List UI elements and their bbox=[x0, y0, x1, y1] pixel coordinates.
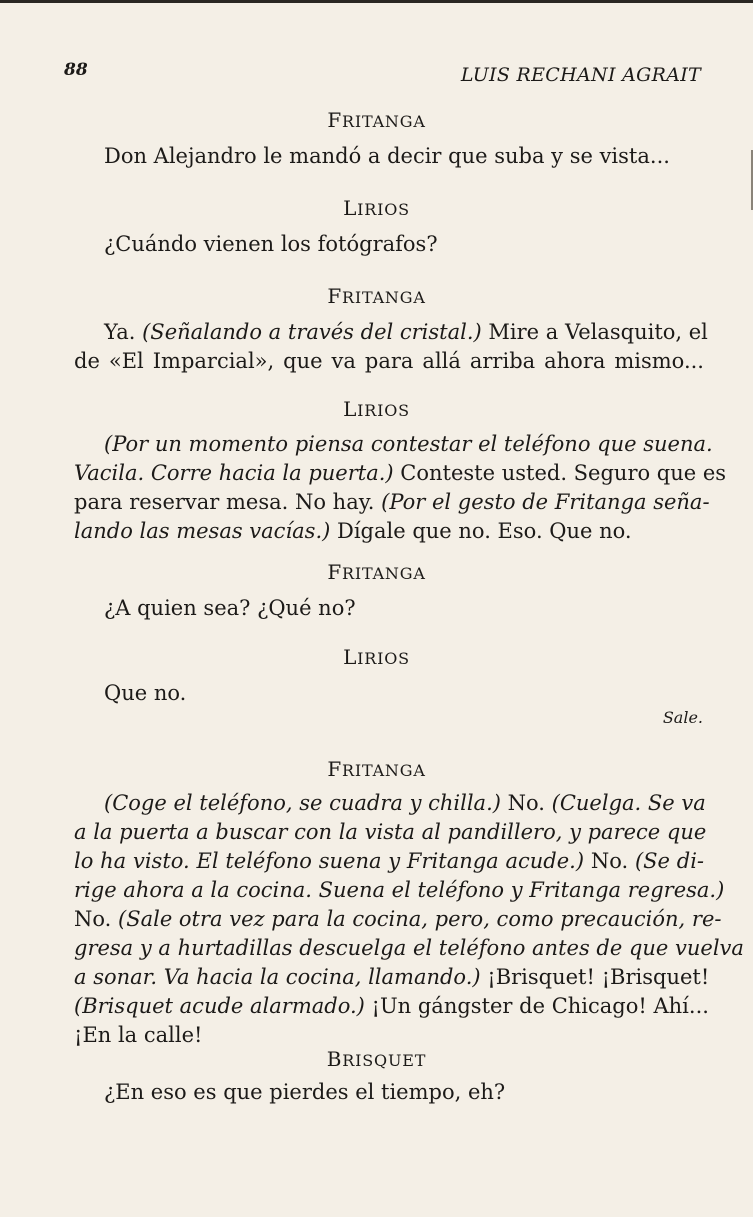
dialogue-line: lo ha visto. El teléfono suena y Fritanga acude.) No. (Se di- bbox=[74, 849, 705, 873]
top-edge-rule bbox=[0, 0, 753, 3]
dialogue-line: (Brisquet acude alarmado.) ¡Un gángster de Chicago! Ahí... bbox=[74, 994, 709, 1018]
dialogue-line: ¿Cuándo vienen los fotógrafos? bbox=[104, 232, 438, 256]
dialogue-line: lando las mesas vacías.) Dígale que no. Eso. Que no. bbox=[74, 519, 632, 543]
stage-direction-exit: Sale. bbox=[662, 708, 703, 727]
dialogue-line: Don Alejandro le mandó a decir que suba y se vista... bbox=[104, 144, 670, 168]
speaker-lirios: LIRIOS bbox=[343, 196, 410, 220]
speaker-fritanga: FRITANGA bbox=[327, 108, 426, 132]
dialogue-line: ¿A quien sea? ¿Qué no? bbox=[104, 596, 356, 620]
dialogue-line: para reservar mesa. No hay. (Por el gesto de Fritanga seña- bbox=[74, 490, 710, 514]
stage-direction: (Señalando a través del cristal.) bbox=[142, 320, 482, 344]
speaker-fritanga: FRITANGA bbox=[327, 560, 426, 584]
stage-direction: a la puerta a buscar con la vista al pandillero, y parece que bbox=[74, 820, 707, 844]
stage-direction: rige ahora a la cocina. Suena el teléfono y Fritanga regresa.) bbox=[74, 878, 725, 902]
dialogue-line: ¿En eso es que pierdes el tiempo, eh? bbox=[104, 1080, 506, 1104]
speaker-fritanga: FRITANGA bbox=[327, 757, 426, 781]
speaker-lirios: LIRIOS bbox=[343, 645, 410, 669]
page-number: 88 bbox=[64, 60, 88, 80]
stage-direction: gresa y a hurtadillas descuelga el teléfono antes de que vuelva bbox=[74, 936, 744, 960]
dialogue-line: No. (Sale otra vez para la cocina, pero, como precaución, re- bbox=[74, 907, 722, 931]
dialogue-line: Ya. (Señalando a través del cristal.) Mire a Velasquito, el bbox=[104, 320, 708, 344]
dialogue-line: Que no. bbox=[104, 681, 187, 705]
stage-direction: (Por un momento piensa contestar el teléfono que suena. bbox=[104, 432, 713, 456]
running-head: LUIS RECHANI AGRAIT bbox=[460, 64, 701, 86]
dialogue-line: ¡En la calle! bbox=[74, 1023, 203, 1047]
dialogue-line: de «El Imparcial», que va para allá arriba ahora mismo... bbox=[74, 349, 704, 373]
dialogue-line: Vacila. Corre hacia la puerta.) Conteste usted. Seguro que es bbox=[74, 461, 727, 485]
dialogue-line: a sonar. Va hacia la cocina, llamando.) ¡Brisquet! ¡Brisquet! bbox=[74, 965, 710, 989]
speaker-lirios: LIRIOS bbox=[343, 397, 410, 421]
dialogue-line: (Coge el teléfono, se cuadra y chilla.) No. (Cuelga. Se va bbox=[104, 791, 706, 815]
speaker-brisquet: BRISQUET bbox=[326, 1047, 427, 1071]
speaker-fritanga: FRITANGA bbox=[327, 284, 426, 308]
